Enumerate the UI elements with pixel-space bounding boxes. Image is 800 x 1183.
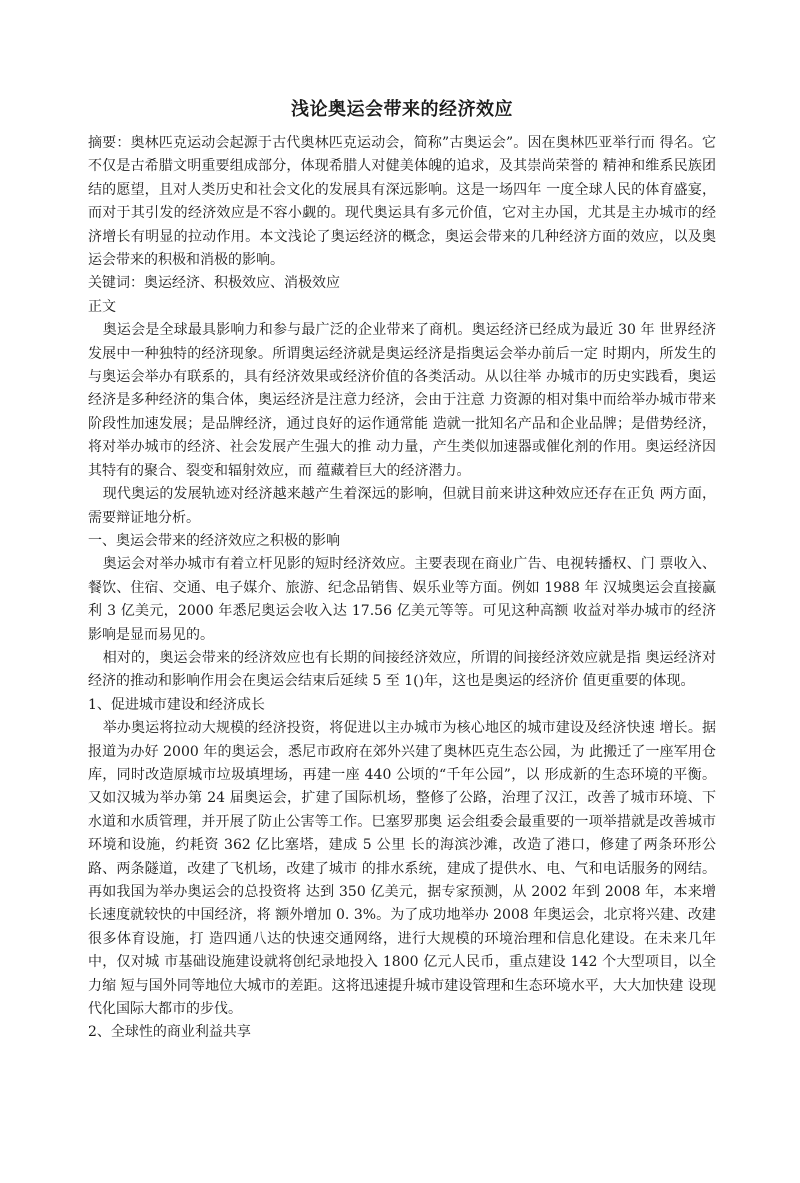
- body-paragraph: 奥运会对举办城市有着立杆见影的短时经济效应。主要表现在商业广告、电视转播权、门 票收入、餐饮、住宿、交通、电子媒介、旅游、纪念品销售、娱乐业等方面。例如 1988 年 汉城奥运会直接赢利 3 亿美元，2000 年悉尼奥运会收入达 17.56 亿美元等等。可见这种高额 收益对举办城市的经济影响是显而易见的。: [88, 556, 716, 643]
- subsection-heading: 2、全球性的商业利益共享: [88, 1024, 251, 1041]
- body-paragraph: 相对的，奥运会带来的经济效应也有长期的间接经济效应，所谓的间接经济效应就是指 奥运经济对经济的推动和影响作用会在奥运会结束后延续 5 至 1()年，这也是奥运的经济价 值更重要的体现。: [88, 649, 716, 690]
- body-paragraph: 现代奥运的发展轨迹对经济越来越产生着深远的影响，但就目前来讲这种效应还存在正负 两方面，需要辩证地分析。: [88, 486, 716, 526]
- body-paragraph: 举办奥运将拉动大规模的经济投资，将促进以主办城市为核心地区的城市建设及经济快速 增长。据报道为办好 2000 年的奥运会，悉尼市政府在郊外兴建了奥林匹克生态公园，为 此搬迁了一座军用仓库，同时改造原城市垃圾填埋场，再建一座 440 公顷的“千年公园”，以 形成新的生态环境的平衡。又如汉城为举办第 24 届奥运会，扩建了国际机场，整修了公路，治理了汉江，改善了城市环境、下水道和水质管理，并开展了防止公害等工作。巳塞罗那奥 运会组委会最重要的一项举措就是改善城市环境和设施，约耗资 362 亿比塞塔，建成 5 公里 长的海滨沙滩，改造了港口，修建了两条环形公路、两条隧道，改建了飞机场，改建了城市 的排水系统，建成了提供水、电、气和电话服务的网结。再如我国为举办奥运会的总投资将 达到 350 亿美元，据专家预测，从 2002 年到 2008 年，本来增长速度就较快的中国经济，将 额外增加 0. 3%。为了成功地举办 2008 年奥运会，北京将兴建、改建很多体育设施，打 造四通八达的快速交通网络，进行大规模的环境治理和信息化建设。在未来几年中，仅对城 市基础设施建设就将创纪录地投入 1800 亿元人民币，重点建设 142 个大型项目，以全力缩 短与国外同等地位大城市的差距。这将迅速提升城市建设管理和生态环境水平，大大加快建 设现代化国际大都市的步伐。: [88, 720, 716, 1018]
- subsection-heading: 1、促进城市建设和经济成长: [88, 696, 265, 713]
- keywords-line: 关键词：奥运经济、积极效应、消极效应: [88, 275, 340, 292]
- abstract-paragraph: 摘要：奥林匹克运动会起源于古代奥林匹克运动会，简称”古奥运会”。因在奥林匹亚举行而 得名。它不仅是古希腊文明重要组成部分，体现希腊人对健美体魄的追求，及其崇尚荣誉的 精神和维系民族团结的愿望，且对人类历史和社会文化的发展具有深远影响。这是一场四年 一度全球人民的体育盛宴，而对于其引发的经济效应是不容小觑的。现代奥运具有多元价值，它对主办国，尤其是主办城市的经济增长有明显的拉动作用。本文浅论了奥运经济的概念，奥运会带来的几种经济方面的效应，以及奥运会带来的积极和消极的影响。: [88, 135, 716, 269]
- document-page: [88, 98, 716, 1045]
- body-label: 正文: [88, 298, 116, 315]
- body-paragraph: 奥运会是全球最具影响力和参与最广泛的企业带来了商机。奥运经济已经成为最近 30 年 世界经济发展中一种独特的经济现象。所谓奥运经济就是奥运经济是指奥运会举办前后一定 时期内，所发生的与奥运会举办有联系的，具有经济效果或经济价值的各类活动。从以往举 办城市的历史实践看，奥运经济是多种经济的集合体，奥运经济是注意力经济，会由于注意 力资源的相对集中而给举办城市带来阶段性加速发展；是品牌经济，通过良好的运作通常能 造就一批知名产品和企业品牌；是借势经济，将对举办城市的经济、社会发展产生强大的推 动力量，产生类似加速器或催化剂的作用。奥运经济因其特有的聚合、裂变和辐射效应，而 蕴藏着巨大的经济潜力。: [88, 322, 716, 479]
- page-title: 浅论奥运会带来的经济效应: [291, 99, 513, 120]
- section-heading: 一、奥运会带来的经济效应之积极的影响: [88, 532, 340, 549]
